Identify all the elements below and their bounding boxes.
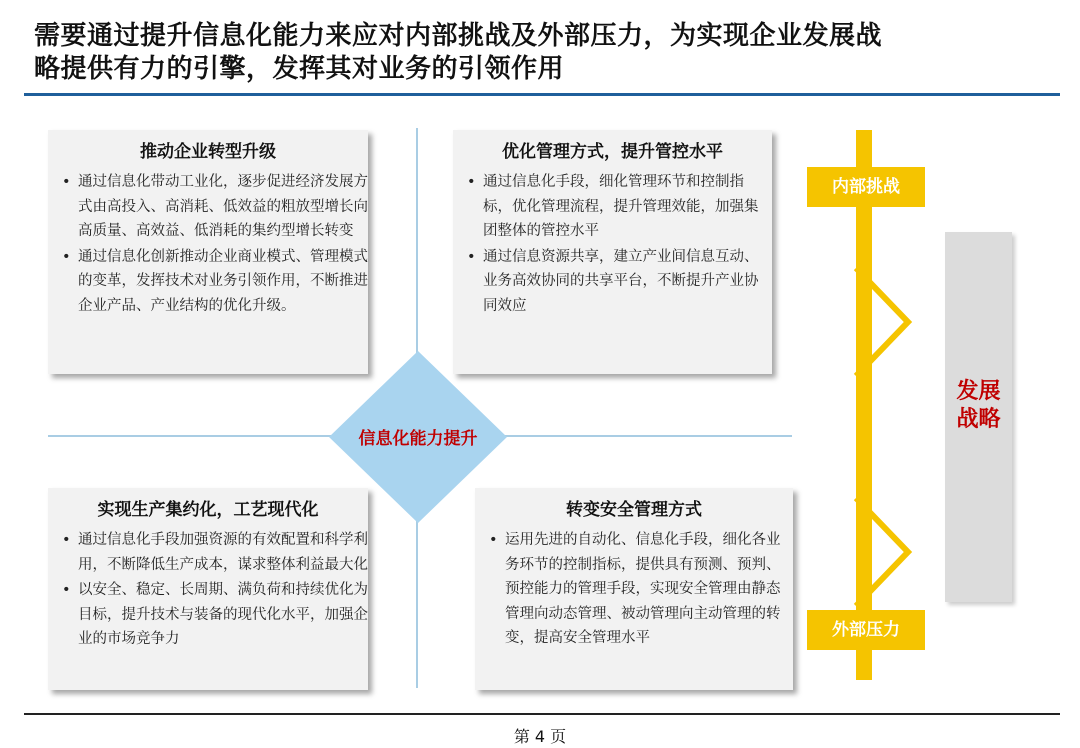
bullet-list	[48, 528, 368, 652]
strategy-box	[945, 232, 1012, 602]
bullet-list	[453, 170, 772, 318]
panel-production	[48, 488, 368, 690]
bullet-item: • 运用先进的自动化、信息化手段，细化各业务环节的控制指标，提供具有预测、预判、预控能力的管理手段，实现安全管理由静态管理向动态管理、被动管理向主动管理的转变，提高安全管理水平	[489, 528, 793, 651]
bullet-list	[475, 528, 793, 651]
bullet-item: • 通过信息化手段，细化管理环节和控制指标，优化管理流程，提升管理效能，加强集团整体的管控水平	[467, 170, 772, 244]
panel-management	[453, 130, 772, 374]
gold-bar-top	[856, 130, 872, 350]
panel-title: 优化管理方式，提升管控水平	[502, 142, 723, 162]
panel-title: 实现生产集约化，工艺现代化	[97, 500, 319, 520]
footer-divider	[24, 713, 1060, 715]
panel-safety	[475, 488, 793, 690]
external-pressure-tag: 外部压力	[807, 610, 925, 650]
panel-transformation	[48, 130, 368, 374]
bullet-item: • 以安全、稳定、长周期、满负荷和持续优化为目标，提升技术与装备的现代化水平，加强企业的市场竞争力	[62, 578, 368, 652]
page-number: 第 4 页	[513, 727, 567, 746]
strategy-line-1: 发展	[956, 379, 1001, 404]
bullet-item: • 通过信息化带动工业化，逐步促进经济发展方式由高投入、高消耗、低效益的粗放型增长向高质量、高效益、低消耗的集约型增长转变	[62, 170, 368, 244]
panel-title: 转变安全管理方式	[566, 500, 702, 520]
bullet-item: • 通过信息资源共享，建立产业间信息互动、业务高效协同的共享平台，不断提升产业协同效应	[467, 245, 772, 319]
panel-title: 推动企业转型升级	[140, 142, 276, 162]
bullet-list	[48, 170, 368, 318]
internal-challenge-tag: 内部挑战	[807, 167, 925, 207]
strategy-line-2: 战略	[956, 407, 1001, 432]
page-title-line-2: 略提供有力的引擎，发挥其对业务的引领作用	[34, 54, 565, 84]
page-title-line-1: 需要通过提升信息化能力来应对内部挑战及外部压力，为实现企业发展战	[34, 21, 883, 51]
center-label: 信息化能力提升	[358, 429, 478, 449]
bullet-item: • 通过信息化创新推动企业商业模式、管理模式的变革，发挥技术对业务引领作用，不断推进企业产品、产业结构的优化升级。	[62, 245, 368, 319]
bullet-item: • 通过信息化手段加强资源的有效配置和科学利用，不断降低生产成本，谋求整体利益最大化	[62, 528, 368, 577]
page-title	[34, 20, 1044, 86]
title-divider	[24, 93, 1060, 96]
strategy-label	[945, 378, 1012, 434]
